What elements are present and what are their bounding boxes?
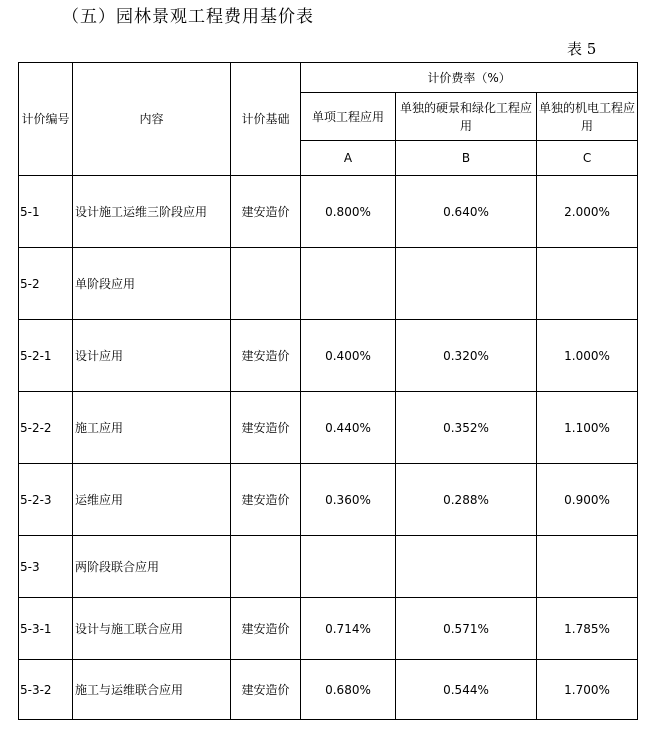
header-rate-group: 计价费率（%） <box>301 63 638 93</box>
cell-code: 5-2-3 <box>19 464 73 536</box>
cell-content: 设计施工运维三阶段应用 <box>73 176 231 248</box>
cell-rate-c: 2.000% <box>537 176 638 248</box>
cell-code: 5-3-1 <box>19 598 73 660</box>
section-title: （五）园林景观工程费用基价表 <box>62 7 314 27</box>
cell-rate-a: 0.400% <box>301 320 396 392</box>
cell-rate-c: 1.785% <box>537 598 638 660</box>
cell-content: 运维应用 <box>73 464 231 536</box>
fee-table <box>18 62 638 720</box>
cell-basis: 建安造价 <box>231 660 301 720</box>
cell-code: 5-2-1 <box>19 320 73 392</box>
header-letter-b: B <box>396 141 537 176</box>
cell-code: 5-3-2 <box>19 660 73 720</box>
cell-rate-a: 0.800% <box>301 176 396 248</box>
table-number: 表 5 <box>567 40 597 58</box>
table-row <box>19 660 638 720</box>
cell-basis: 建安造价 <box>231 176 301 248</box>
cell-rate-c <box>537 536 638 598</box>
cell-basis: 建安造价 <box>231 464 301 536</box>
cell-rate-a: 0.440% <box>301 392 396 464</box>
cell-rate-b: 0.288% <box>396 464 537 536</box>
cell-rate-a: 0.714% <box>301 598 396 660</box>
cell-rate-c: 0.900% <box>537 464 638 536</box>
cell-rate-c: 1.700% <box>537 660 638 720</box>
cell-content: 设计应用 <box>73 320 231 392</box>
cell-rate-c <box>537 248 638 320</box>
cell-content: 设计与施工联合应用 <box>73 598 231 660</box>
cell-rate-b: 0.544% <box>396 660 537 720</box>
table-row <box>19 536 638 598</box>
table-row <box>19 176 638 248</box>
cell-rate-b: 0.640% <box>396 176 537 248</box>
cell-rate-c: 1.100% <box>537 392 638 464</box>
header-code: 计价编号 <box>19 63 73 176</box>
cell-rate-b: 0.320% <box>396 320 537 392</box>
cell-code: 5-2 <box>19 248 73 320</box>
header-letter-a: A <box>301 141 396 176</box>
header-col-a: 单项工程应用 <box>301 93 396 141</box>
header-letter-c: C <box>537 141 638 176</box>
cell-basis: 建安造价 <box>231 320 301 392</box>
cell-rate-a <box>301 536 396 598</box>
cell-code: 5-3 <box>19 536 73 598</box>
cell-rate-b: 0.352% <box>396 392 537 464</box>
table-row <box>19 392 638 464</box>
cell-rate-b <box>396 536 537 598</box>
table-row <box>19 248 638 320</box>
cell-rate-b <box>396 248 537 320</box>
cell-basis <box>231 248 301 320</box>
cell-content: 单阶段应用 <box>73 248 231 320</box>
cell-content: 两阶段联合应用 <box>73 536 231 598</box>
cell-content: 施工应用 <box>73 392 231 464</box>
cell-rate-a: 0.680% <box>301 660 396 720</box>
table-row <box>19 464 638 536</box>
header-content: 内容 <box>73 63 231 176</box>
cell-rate-a: 0.360% <box>301 464 396 536</box>
cell-basis: 建安造价 <box>231 392 301 464</box>
header-basis: 计价基础 <box>231 63 301 176</box>
cell-rate-b: 0.571% <box>396 598 537 660</box>
cell-content: 施工与运维联合应用 <box>73 660 231 720</box>
cell-basis <box>231 536 301 598</box>
cell-rate-c: 1.000% <box>537 320 638 392</box>
header-col-c: 单独的机电工程应用 <box>537 93 638 141</box>
header-col-b: 单独的硬景和绿化工程应用 <box>396 93 537 141</box>
cell-rate-a <box>301 248 396 320</box>
cell-code: 5-2-2 <box>19 392 73 464</box>
cell-basis: 建安造价 <box>231 598 301 660</box>
table-row <box>19 320 638 392</box>
table-row <box>19 598 638 660</box>
cell-code: 5-1 <box>19 176 73 248</box>
